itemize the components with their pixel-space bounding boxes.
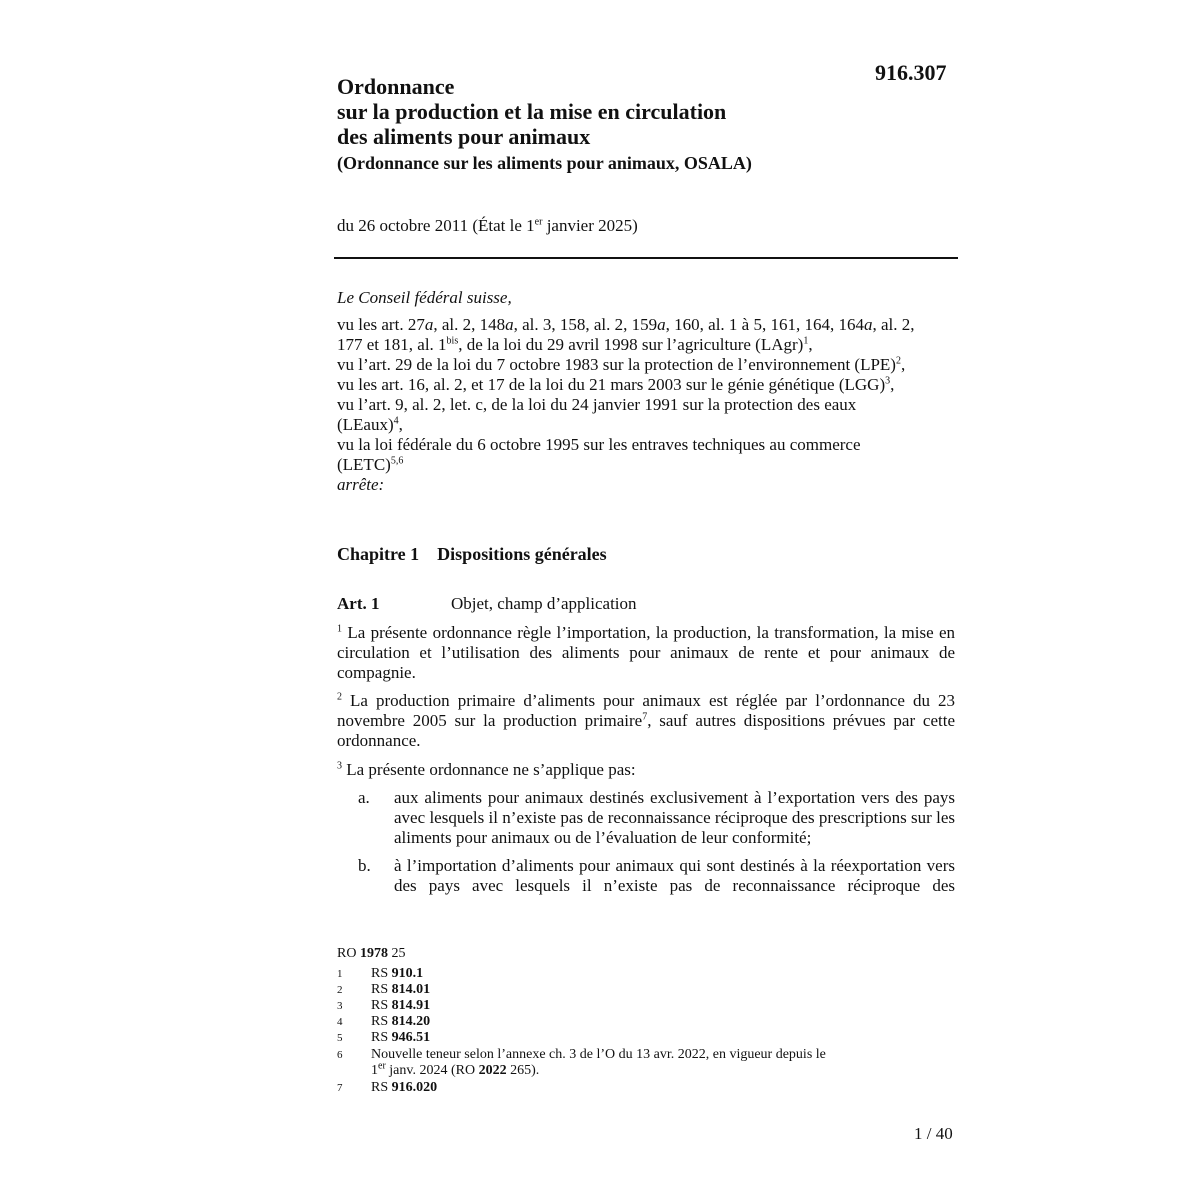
footnote-7-number: 7 xyxy=(337,1082,343,1094)
pl1b: a xyxy=(424,315,434,334)
document-subtitle: (Ordonnance sur les aliments pour animaux, OSALA) xyxy=(337,153,752,173)
pl1g: , 160, al. 1 à 5, 161, 164, 164 xyxy=(665,315,864,334)
article-title: Objet, champ d’application xyxy=(451,594,637,613)
chapter-heading xyxy=(337,544,607,565)
rs-number: 916.307 xyxy=(875,60,947,85)
footnote-3-prefix: RS xyxy=(371,998,392,1013)
list-item-a-text: aux aliments pour animaux destinés exclusivement à l’exportation vers des pays avec lesquels il n’existe pas de reconnaissance réciproque des prescriptions sur les aliments pour animaux ou de l’évaluation de leur conformité; xyxy=(394,788,955,847)
document-title xyxy=(337,74,897,149)
chapter-title: Dispositions générales xyxy=(437,544,607,564)
footnote-4-prefix: RS xyxy=(371,1014,392,1029)
footnote-2 xyxy=(337,982,937,998)
pl1e: , al. 3, 158, al. 2, 159 xyxy=(513,315,658,334)
pl3end: , xyxy=(900,355,906,374)
pl1f: a xyxy=(657,315,666,334)
footnote-6-line2a: 1 xyxy=(371,1063,378,1078)
article-paragraph-1 xyxy=(337,623,955,683)
ro-reference xyxy=(337,946,405,962)
footnote-6-line2b: janv. 2024 (RO xyxy=(385,1063,479,1078)
preamble-block xyxy=(337,315,955,495)
footnote-1 xyxy=(337,966,937,982)
preamble-line-5: vu l’art. 9, al. 2, let. c, de la loi du 24 janvier 1991 sur la protection des eaux xyxy=(337,395,857,414)
paragraph-2-text-a: La production primaire d’aliments pour animaux est réglée par l’ordonnance du 23 novembre 2005 sur la production primaire xyxy=(337,691,955,730)
footnote-1-number: 1 xyxy=(337,968,343,980)
chapter-label: Chapitre 1 xyxy=(337,544,420,564)
preamble-decree: arrête: xyxy=(337,475,385,494)
title-line-2: sur la production et la mise en circulation xyxy=(337,99,727,124)
article-paragraph-2 xyxy=(337,691,955,751)
footnote-3-number: 3 xyxy=(337,1000,343,1012)
pl2a: 177 et 181, al. 1 xyxy=(337,335,447,354)
paragraph-2-text-b: , sauf autres dispositions prévues par cette ordonnance. xyxy=(337,711,955,750)
footnote-ref-4[interactable]: 4 xyxy=(393,415,399,427)
pl2b: , de la loi du 29 avril 1998 sur l’agriculture (LAgr) xyxy=(458,335,804,354)
ro-page: 25 xyxy=(387,946,406,961)
pl4end: , xyxy=(890,375,895,394)
document-date xyxy=(337,216,638,236)
footnote-4-ref: 814.20 xyxy=(391,1014,431,1029)
footnote-6-line-1: Nouvelle teneur selon l’annexe ch. 3 de l’O du 13 avr. 2022, en vigueur depuis le xyxy=(371,1047,826,1062)
pl1h: a xyxy=(863,315,873,334)
footnote-6 xyxy=(337,1047,937,1079)
preamble-line-2 xyxy=(337,335,955,355)
article-number: Art. 1 xyxy=(337,594,380,613)
footnote-5 xyxy=(337,1030,937,1046)
preamble-council: Le Conseil fédéral suisse, xyxy=(337,288,512,307)
footnote-7 xyxy=(337,1080,937,1096)
preamble-line-3 xyxy=(337,355,955,375)
footnote-6-number: 6 xyxy=(337,1049,343,1061)
pl2sup: bis xyxy=(446,335,459,347)
footnote-5-ref: 946.51 xyxy=(391,1030,431,1045)
pl1a: vu les art. 27 xyxy=(337,315,425,334)
paragraph-1-text: La présente ordonnance règle l’importation, la production, la transformation, la mise en circulation et l’utilisation des aliments pour animaux de rente et pour animaux de compagnie. xyxy=(337,623,955,682)
pl1i: , al. 2, xyxy=(872,315,915,334)
ro-prefix: RO xyxy=(337,946,360,961)
footnote-ref-1[interactable]: 1 xyxy=(803,335,809,347)
date-prefix: du 26 octobre 2011 (État le 1 xyxy=(337,216,535,235)
paragraph-2-number: 2 xyxy=(337,691,342,703)
footnote-7-prefix: RS xyxy=(371,1080,392,1095)
preamble-line-1 xyxy=(337,315,955,335)
footnote-6-ro-year: 2022 xyxy=(478,1063,507,1078)
header-divider xyxy=(334,257,958,259)
pl2c: , xyxy=(808,335,813,354)
paragraph-1-number: 1 xyxy=(337,623,342,635)
list-item-a-label: a. xyxy=(358,788,370,807)
list-item-b xyxy=(358,856,955,896)
footnote-2-ref: 814.01 xyxy=(391,982,431,997)
date-suffix: janvier 2025) xyxy=(542,216,638,235)
preamble-line-6 xyxy=(337,415,955,435)
footnote-ref-5-6[interactable]: 5,6 xyxy=(390,455,404,467)
footnote-1-prefix: RS xyxy=(371,966,392,981)
preamble-line-4 xyxy=(337,375,955,395)
footnote-2-prefix: RS xyxy=(371,982,392,997)
footnote-ref-3[interactable]: 3 xyxy=(885,375,891,387)
date-sup: er xyxy=(534,216,543,228)
preamble-line-8 xyxy=(337,455,955,475)
article-heading xyxy=(337,594,637,614)
footnote-7-ref: 916.020 xyxy=(391,1080,438,1095)
footnote-6-line2c: 265). xyxy=(506,1063,540,1078)
footnote-ref-7[interactable]: 7 xyxy=(642,711,648,723)
title-line-1: Ordonnance xyxy=(337,74,455,99)
footnote-ref-2[interactable]: 2 xyxy=(895,355,901,367)
paragraph-3-text: La présente ordonnance ne s’applique pas: xyxy=(342,760,636,779)
footnote-3 xyxy=(337,998,937,1014)
pl6end: , xyxy=(398,415,403,434)
article-paragraph-3 xyxy=(337,760,955,780)
page-number: 1 / 40 xyxy=(914,1124,953,1143)
paragraph-3-number: 3 xyxy=(337,760,342,772)
preamble-line-7: vu la loi fédérale du 6 octobre 1995 sur les entraves techniques au commerce xyxy=(337,435,861,454)
list-item-b-label: b. xyxy=(358,856,371,875)
footnote-4-number: 4 xyxy=(337,1016,343,1028)
pl1d: a xyxy=(505,315,514,334)
pl1c: , al. 2, 148 xyxy=(433,315,506,334)
list-item-b-text: à l’importation d’aliments pour animaux qui sont destinés à la réexportation vers des pays avec lesquels il n’existe pas de reconnaissance réciproque des xyxy=(394,856,955,895)
pl4: vu les art. 16, al. 2, et 17 de la loi du 21 mars 2003 sur le génie génétique (LGG) xyxy=(337,375,886,394)
footnote-5-number: 5 xyxy=(337,1032,343,1044)
footnote-1-ref: 910.1 xyxy=(391,966,424,981)
footnote-4 xyxy=(337,1014,937,1030)
footnote-3-ref: 814.91 xyxy=(391,998,431,1013)
footnote-2-number: 2 xyxy=(337,984,343,996)
footnote-6-sup: er xyxy=(378,1060,386,1072)
title-line-3: des aliments pour animaux xyxy=(337,124,591,149)
pl8: (LETC) xyxy=(337,455,391,474)
footnote-5-prefix: RS xyxy=(371,1030,392,1045)
pl6: (LEaux) xyxy=(337,415,394,434)
pl3: vu l’art. 29 de la loi du 7 octobre 1983 sur la protection de l’environnement (LPE) xyxy=(337,355,896,374)
list-item-a xyxy=(358,788,955,848)
ro-year: 1978 xyxy=(359,946,388,961)
